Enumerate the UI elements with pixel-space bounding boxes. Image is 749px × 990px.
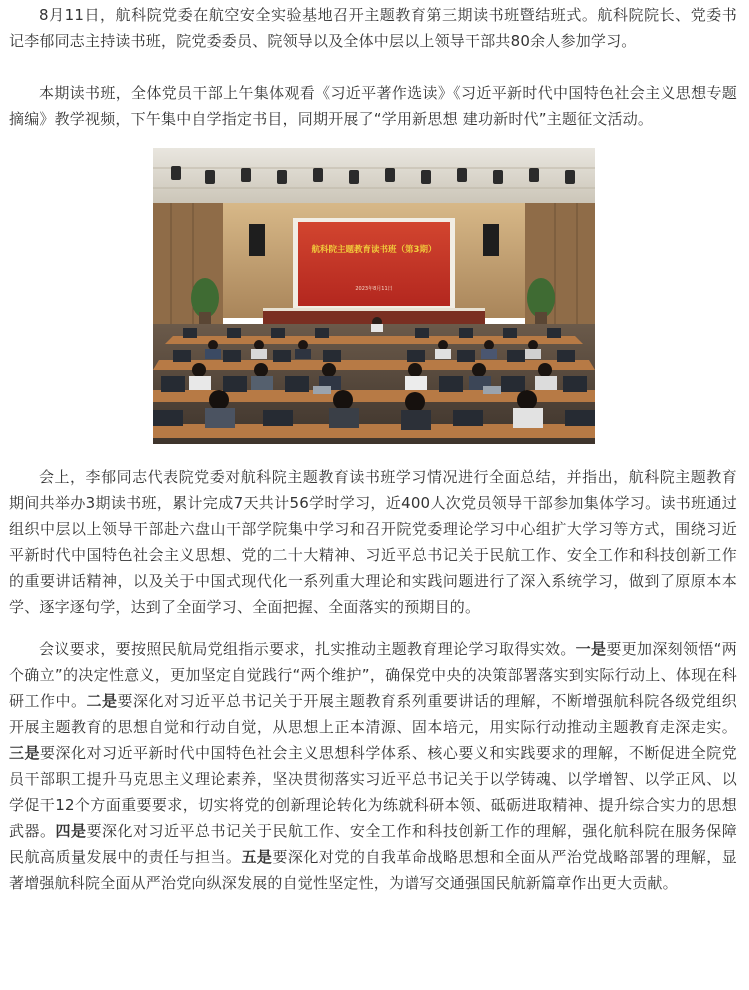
article-body [9,2,737,896]
meeting-hall-image [153,148,595,444]
item-4-text: 要深化对习近平总书记关于民航工作、安全工作和科技创新工作的理解，强化航科院在服务保障民航高质量发展中的责任与担当。 [9,822,738,866]
item-1-text: 要更加深刻领悟“两个确立”的决定性意义，更加坚定自觉践行“两个维护”，确保党中央的决策部署落实到实际行动上、体现在科研工作中。 [9,640,737,710]
item-2-lead: 二是 [86,692,118,710]
item-5-lead: 五是 [241,848,273,866]
screen-title: 航科院主题教育读书班（第3期） [311,245,437,255]
item-5-text: 要深化对党的自我革命战略思想和全面从严治党战略部署的理解，显著增强航科院全面从严治党向纵深发展的自觉性坚定性，为谱写交通强国民航新篇章作出更大贡献。 [9,848,737,892]
item-2-text: 要深化对习近平总书记关于开展主题教育系列重要讲话的理解，不断增强航科院各级党组织开展主题教育的思想自觉和行动自觉，从思想上正本清源、固本培元，用实际行动推动主题教育走深走实。 [9,692,737,736]
item-3-lead: 三是 [9,744,40,762]
paragraph-4-intro: 会议要求，要按照民航局党组指示要求，扎实推动主题教育理论学习取得实效。 [39,640,576,658]
item-3-text: 要深化对习近平新时代中国特色社会主义思想科学体系、核心要义和实践要求的理解，不断促进全院党员干部职工提升马克思主义理论素养，坚决贯彻落实习近平总书记关于以学铸魂、以学增智、以学正风、以学促干12个方面重要要求，切实将党的创新理论转化为练就科研本领、砥砺进取精神、提升综合实力的思想武器。 [9,744,737,840]
paragraph-2: 本期读书班，全体党员干部上午集体观看《习近平著作选读》《习近平新时代中国特色社会主义思想专题摘编》教学视频，下午集中自学指定书目，同期开展了“学用新思想 建功新时代”主题征文活动。 [9,84,737,128]
screen-date: 2023年8月11日 [355,286,393,292]
item-4-lead: 四是 [55,822,87,840]
paragraph-4 [9,636,737,896]
paragraph-1: 8月11日，航科院党委在航空安全实验基地召开主题教育第三期读书班暨结班式。航科院院长、党委书记李郁同志主持读书班，院党委委员、院领导以及全体中层以上领导干部共80余人参加学习。 [9,6,737,50]
paragraph-3: 会上，李郁同志代表院党委对航科院主题教育读书班学习情况进行全面总结，并指出，航科院主题教育期间共举办3期读书班，累计完成7天共计56学时学习，近400人次党员领导干部参加集体学习。读书班通过组织中层以上领导干部赴六盘山干部学院集中学习和召开院党委理论学习中心组扩大学习等方式，围绕习近平新时代中国特色社会主义思想、党的二十大精神、习近平总书记关于民航工作、安全工作和科技创新工作的重要讲话精神，以及关于中国式现代化一系列重大理论和实践问题进行了深入系统学习，做到了原原本本学、逐字逐句学，达到了全面学习、全面把握、全面落实的预期目的。 [9,468,737,616]
meeting-photo [153,148,595,444]
item-1-lead: 一是 [575,640,607,658]
